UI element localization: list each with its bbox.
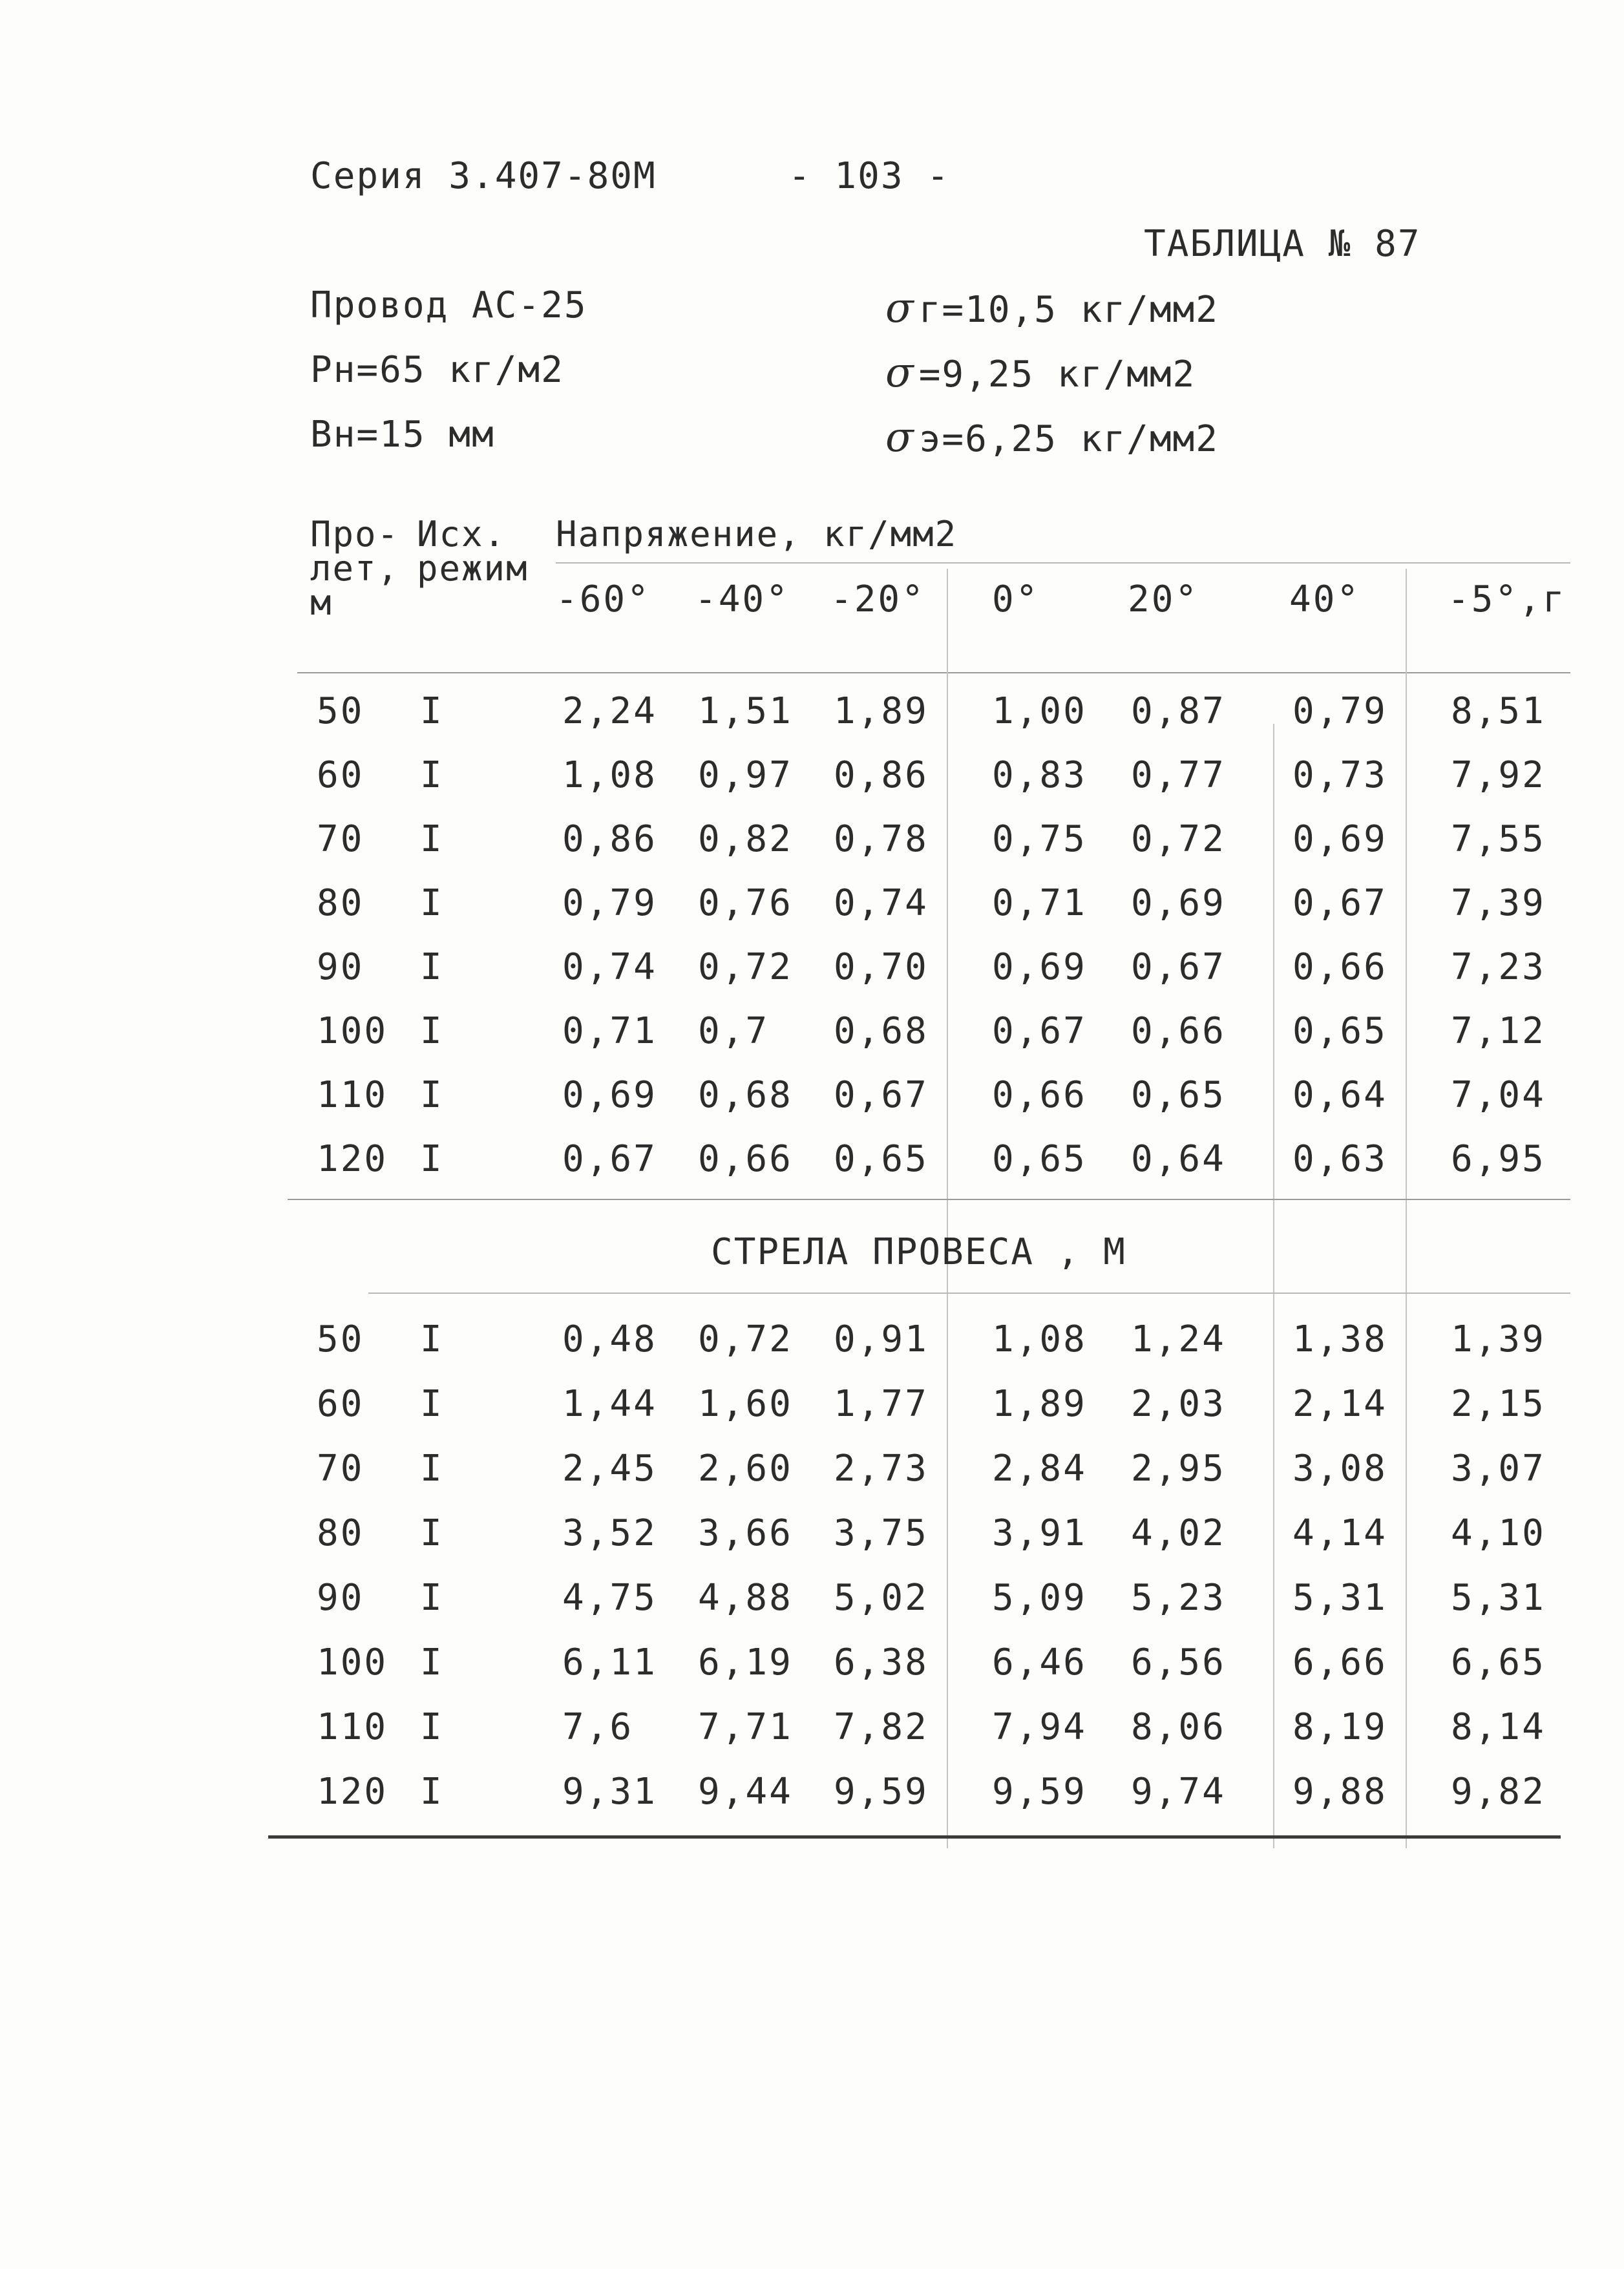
sag-title: СТРЕЛА ПРОВЕСА , М bbox=[711, 1231, 1126, 1273]
value-cell: 5,31 bbox=[1292, 1577, 1387, 1619]
value-cell: 0,77 bbox=[1131, 754, 1226, 796]
value-cell: 0,82 bbox=[698, 818, 793, 860]
value-cell: 0,79 bbox=[1292, 690, 1387, 732]
wire-label: Провод АС-25 bbox=[310, 284, 587, 326]
value-cell: 1,24 bbox=[1131, 1318, 1226, 1360]
value-cell: 0,78 bbox=[834, 818, 929, 860]
value-cell: 0,69 bbox=[992, 946, 1087, 988]
value-cell: 0,66 bbox=[698, 1138, 793, 1180]
value-cell: 0,48 bbox=[562, 1318, 657, 1360]
stress-title-rule bbox=[556, 562, 1570, 564]
mode-cell: I bbox=[420, 690, 444, 732]
value-cell: 6,95 bbox=[1451, 1138, 1546, 1180]
value-cell: 2,14 bbox=[1292, 1383, 1387, 1425]
temp-header: -60° bbox=[556, 578, 651, 620]
value-cell: 0,73 bbox=[1292, 754, 1387, 796]
span-cell: 100 bbox=[317, 1010, 388, 1052]
temp-header: 20° bbox=[1128, 578, 1199, 620]
mode-cell: I bbox=[420, 1010, 444, 1052]
column-divider bbox=[1273, 724, 1274, 1848]
span-cell: 70 bbox=[317, 1448, 364, 1490]
value-cell: 5,31 bbox=[1451, 1577, 1546, 1619]
value-cell: 0,69 bbox=[1292, 818, 1387, 860]
temp-header: -5°,г bbox=[1448, 578, 1566, 620]
table-bottom-rule bbox=[268, 1835, 1561, 1839]
value-cell: 0,67 bbox=[1292, 882, 1387, 924]
value-cell: 0,68 bbox=[834, 1010, 929, 1052]
mode-cell: I bbox=[420, 1512, 444, 1554]
value-cell: 7,12 bbox=[1451, 1010, 1546, 1052]
value-cell: 0,87 bbox=[1131, 690, 1226, 732]
value-cell: 1,44 bbox=[562, 1383, 657, 1425]
temp-header: -20° bbox=[830, 578, 925, 620]
value-cell: 0,64 bbox=[1131, 1138, 1226, 1180]
sigma-g-value: г=10,5 кг/мм2 bbox=[918, 289, 1219, 331]
value-cell: 0,69 bbox=[1131, 882, 1226, 924]
value-cell: 7,92 bbox=[1451, 754, 1546, 796]
value-cell: 3,66 bbox=[698, 1512, 793, 1554]
span-cell: 100 bbox=[317, 1641, 388, 1683]
value-cell: 0,64 bbox=[1292, 1074, 1387, 1116]
value-cell: 7,82 bbox=[834, 1706, 929, 1748]
col-mode-header-2: режим bbox=[417, 548, 529, 589]
value-cell: 4,14 bbox=[1292, 1512, 1387, 1554]
value-cell: 0,72 bbox=[698, 946, 793, 988]
value-cell: 0,86 bbox=[562, 818, 657, 860]
value-cell: 7,55 bbox=[1451, 818, 1546, 860]
value-cell: 6,38 bbox=[834, 1641, 929, 1683]
sigma-minus-value: =9,25 кг/мм2 bbox=[918, 354, 1196, 396]
value-cell: 9,59 bbox=[834, 1771, 929, 1813]
value-cell: 4,75 bbox=[562, 1577, 657, 1619]
value-cell: 0,70 bbox=[834, 946, 929, 988]
value-cell: 0,67 bbox=[992, 1010, 1087, 1052]
value-cell: 8,19 bbox=[1292, 1706, 1387, 1748]
value-cell: 0,74 bbox=[834, 882, 929, 924]
value-cell: 7,23 bbox=[1451, 946, 1546, 988]
mode-cell: I bbox=[420, 1448, 444, 1490]
stress-bottom-rule bbox=[288, 1199, 1570, 1200]
column-divider bbox=[947, 569, 948, 1848]
sigma-minus-param bbox=[885, 349, 1196, 397]
header-rule bbox=[297, 672, 1570, 673]
value-cell: 5,02 bbox=[834, 1577, 929, 1619]
sag-title-rule bbox=[368, 1293, 1570, 1294]
stress-title: Напряжение, кг/мм2 bbox=[556, 514, 958, 554]
mode-cell: I bbox=[420, 1074, 444, 1116]
mode-cell: I bbox=[420, 1577, 444, 1619]
value-cell: 6,46 bbox=[992, 1641, 1087, 1683]
value-cell: 1,89 bbox=[834, 690, 929, 732]
value-cell: 2,95 bbox=[1131, 1448, 1226, 1490]
page-number: - 103 - bbox=[788, 155, 951, 197]
value-cell: 3,52 bbox=[562, 1512, 657, 1554]
value-cell: 5,23 bbox=[1131, 1577, 1226, 1619]
value-cell: 0,72 bbox=[698, 1318, 793, 1360]
bn-label: Вн=15 мм bbox=[310, 414, 495, 456]
sigma-icon: σ bbox=[885, 349, 915, 397]
span-cell: 80 bbox=[317, 1512, 364, 1554]
span-cell: 60 bbox=[317, 1383, 364, 1425]
value-cell: 9,59 bbox=[992, 1771, 1087, 1813]
span-cell: 120 bbox=[317, 1771, 388, 1813]
value-cell: 3,08 bbox=[1292, 1448, 1387, 1490]
value-cell: 0,76 bbox=[698, 882, 793, 924]
column-divider bbox=[1406, 569, 1407, 1848]
span-cell: 50 bbox=[317, 1318, 364, 1360]
value-cell: 3,75 bbox=[834, 1512, 929, 1554]
value-cell: 6,11 bbox=[562, 1641, 657, 1683]
pn-label: Рн=65 кг/м2 bbox=[310, 349, 564, 391]
span-cell: 80 bbox=[317, 882, 364, 924]
value-cell: 1,38 bbox=[1292, 1318, 1387, 1360]
value-cell: 1,89 bbox=[992, 1383, 1087, 1425]
value-cell: 0,7 bbox=[698, 1010, 770, 1052]
value-cell: 0,67 bbox=[834, 1074, 929, 1116]
value-cell: 0,72 bbox=[1131, 818, 1226, 860]
value-cell: 1,08 bbox=[562, 754, 657, 796]
value-cell: 0,67 bbox=[1131, 946, 1226, 988]
value-cell: 4,10 bbox=[1451, 1512, 1546, 1554]
value-cell: 7,6 bbox=[562, 1706, 634, 1748]
temp-header: 40° bbox=[1289, 578, 1361, 620]
sigma-icon: σ bbox=[885, 414, 915, 461]
value-cell: 9,74 bbox=[1131, 1771, 1226, 1813]
value-cell: 8,14 bbox=[1451, 1706, 1546, 1748]
value-cell: 2,73 bbox=[834, 1448, 929, 1490]
span-cell: 120 bbox=[317, 1138, 388, 1180]
value-cell: 8,51 bbox=[1451, 690, 1546, 732]
value-cell: 2,03 bbox=[1131, 1383, 1226, 1425]
value-cell: 0,83 bbox=[992, 754, 1087, 796]
value-cell: 0,63 bbox=[1292, 1138, 1387, 1180]
span-cell: 70 bbox=[317, 818, 364, 860]
col-span-header-3: м bbox=[310, 582, 333, 623]
span-cell: 50 bbox=[317, 690, 364, 732]
mode-cell: I bbox=[420, 1318, 444, 1360]
value-cell: 4,02 bbox=[1131, 1512, 1226, 1554]
span-cell: 90 bbox=[317, 1577, 364, 1619]
mode-cell: I bbox=[420, 1138, 444, 1180]
mode-cell: I bbox=[420, 946, 444, 988]
span-cell: 110 bbox=[317, 1706, 388, 1748]
span-cell: 90 bbox=[317, 946, 364, 988]
mode-cell: I bbox=[420, 882, 444, 924]
col-mode-header-1: Исх. bbox=[417, 514, 507, 554]
value-cell: 7,94 bbox=[992, 1706, 1087, 1748]
value-cell: 6,66 bbox=[1292, 1641, 1387, 1683]
mode-cell: I bbox=[420, 1641, 444, 1683]
value-cell: 7,71 bbox=[698, 1706, 793, 1748]
value-cell: 9,88 bbox=[1292, 1771, 1387, 1813]
value-cell: 1,08 bbox=[992, 1318, 1087, 1360]
value-cell: 0,65 bbox=[992, 1138, 1087, 1180]
value-cell: 0,75 bbox=[992, 818, 1087, 860]
temp-header: -40° bbox=[695, 578, 790, 620]
sigma-icon: σ bbox=[885, 284, 915, 332]
value-cell: 3,91 bbox=[992, 1512, 1087, 1554]
value-cell: 2,84 bbox=[992, 1448, 1087, 1490]
value-cell: 1,77 bbox=[834, 1383, 929, 1425]
value-cell: 3,07 bbox=[1451, 1448, 1546, 1490]
value-cell: 1,51 bbox=[698, 690, 793, 732]
value-cell: 6,19 bbox=[698, 1641, 793, 1683]
value-cell: 2,24 bbox=[562, 690, 657, 732]
value-cell: 1,00 bbox=[992, 690, 1087, 732]
value-cell: 9,31 bbox=[562, 1771, 657, 1813]
col-span-header-1: Про- bbox=[310, 514, 400, 554]
value-cell: 0,91 bbox=[834, 1318, 929, 1360]
value-cell: 7,39 bbox=[1451, 882, 1546, 924]
value-cell: 0,79 bbox=[562, 882, 657, 924]
value-cell: 5,09 bbox=[992, 1577, 1087, 1619]
series-label: Серия 3.407-80М bbox=[310, 155, 657, 197]
value-cell: 6,65 bbox=[1451, 1641, 1546, 1683]
value-cell: 0,74 bbox=[562, 946, 657, 988]
value-cell: 0,65 bbox=[834, 1138, 929, 1180]
value-cell: 0,66 bbox=[1131, 1010, 1226, 1052]
value-cell: 0,97 bbox=[698, 754, 793, 796]
sigma-g-param bbox=[885, 284, 1219, 332]
value-cell: 0,86 bbox=[834, 754, 929, 796]
value-cell: 9,44 bbox=[698, 1771, 793, 1813]
value-cell: 4,88 bbox=[698, 1577, 793, 1619]
value-cell: 0,66 bbox=[992, 1074, 1087, 1116]
value-cell: 6,56 bbox=[1131, 1641, 1226, 1683]
value-cell: 0,71 bbox=[992, 882, 1087, 924]
value-cell: 1,60 bbox=[698, 1383, 793, 1425]
value-cell: 0,68 bbox=[698, 1074, 793, 1116]
mode-cell: I bbox=[420, 1771, 444, 1813]
sigma-e-value: э=6,25 кг/мм2 bbox=[918, 418, 1219, 460]
value-cell: 0,71 bbox=[562, 1010, 657, 1052]
value-cell: 0,69 bbox=[562, 1074, 657, 1116]
value-cell: 8,06 bbox=[1131, 1706, 1226, 1748]
mode-cell: I bbox=[420, 1706, 444, 1748]
value-cell: 0,67 bbox=[562, 1138, 657, 1180]
value-cell: 1,39 bbox=[1451, 1318, 1546, 1360]
value-cell: 2,15 bbox=[1451, 1383, 1546, 1425]
value-cell: 2,60 bbox=[698, 1448, 793, 1490]
value-cell: 0,66 bbox=[1292, 946, 1387, 988]
value-cell: 0,65 bbox=[1292, 1010, 1387, 1052]
temp-header: 0° bbox=[992, 578, 1040, 620]
span-cell: 60 bbox=[317, 754, 364, 796]
value-cell: 9,82 bbox=[1451, 1771, 1546, 1813]
value-cell: 0,65 bbox=[1131, 1074, 1226, 1116]
value-cell: 7,04 bbox=[1451, 1074, 1546, 1116]
col-span-header-2: лет, bbox=[310, 548, 400, 589]
table-label: ТАБЛИЦА № 87 bbox=[1144, 223, 1421, 265]
sigma-e-param bbox=[885, 414, 1219, 461]
mode-cell: I bbox=[420, 754, 444, 796]
mode-cell: I bbox=[420, 818, 444, 860]
span-cell: 110 bbox=[317, 1074, 388, 1116]
mode-cell: I bbox=[420, 1383, 444, 1425]
value-cell: 2,45 bbox=[562, 1448, 657, 1490]
